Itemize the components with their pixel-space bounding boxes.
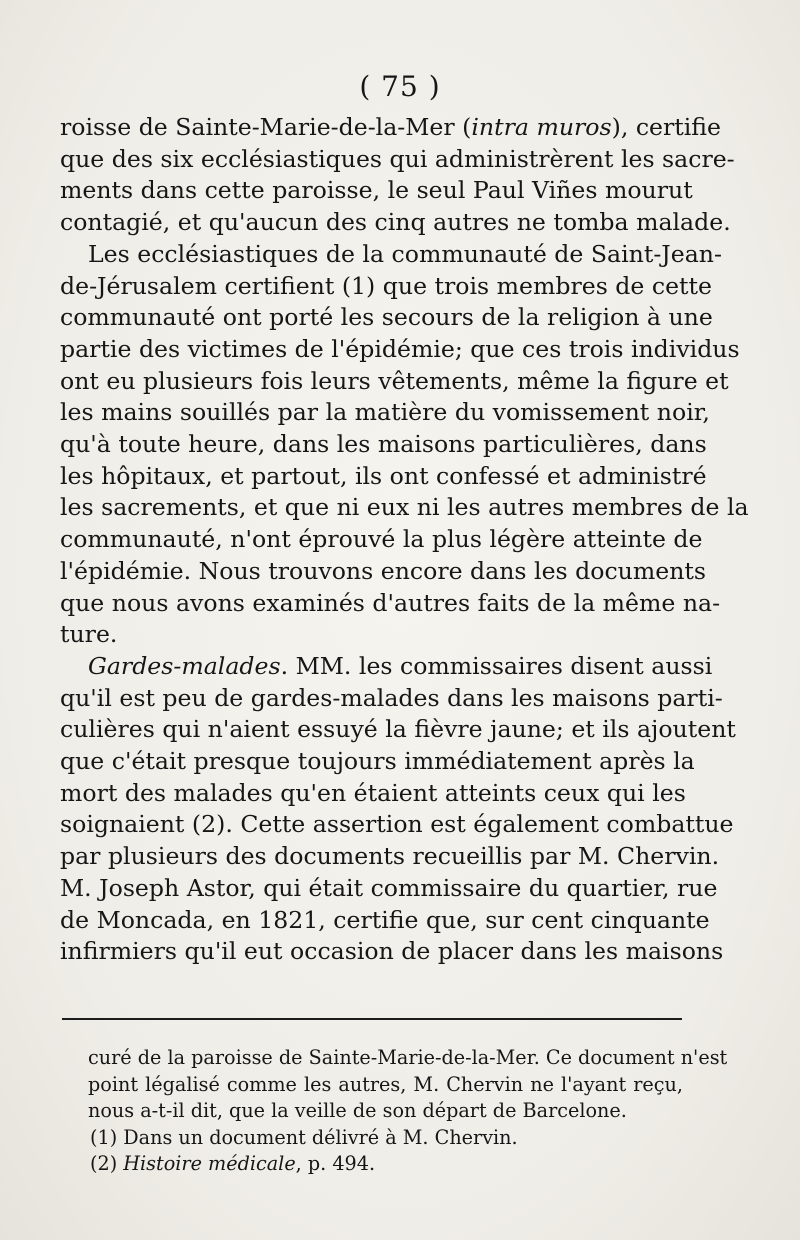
footnote-line — [90, 1151, 683, 1178]
body-text-line — [60, 873, 718, 905]
body-text-line — [60, 841, 720, 873]
text-segment: ture. — [60, 620, 118, 649]
body-text-line — [60, 112, 721, 144]
text-segment: l'épidémie. Nous trouvons encore dans les documents — [60, 556, 706, 585]
body-text-line — [60, 524, 703, 556]
footnote-separator-rule — [62, 1018, 682, 1020]
main-text-block — [60, 112, 749, 968]
text-segment: les sacrements, et que ni eux ni les autres membres de la — [60, 493, 749, 522]
text-segment: nous a-t-il dit, que la veille de son départ de Barcelone. — [88, 1099, 627, 1122]
text-segment: (2) — [90, 1152, 124, 1175]
text-segment: les mains souillés par la matière du vomissement noir, — [60, 398, 710, 427]
text-segment: soignaient (2). Cette assertion est également combattue — [60, 810, 734, 839]
body-text-line — [60, 144, 735, 176]
body-text-line — [60, 175, 693, 207]
body-text-line — [60, 366, 729, 398]
body-text-line — [60, 429, 707, 461]
text-segment: M. Joseph Astor, qui était commissaire du quartier, rue — [60, 873, 718, 902]
page-number: ( 75 ) — [359, 70, 441, 103]
text-segment: que nous avons examinés d'autres faits de la même na- — [60, 588, 721, 617]
italic-text: intra muros — [471, 113, 612, 141]
footnote-line — [88, 1098, 683, 1125]
text-segment: mort des malades qu'en étaient atteints ceux qui les — [60, 778, 686, 807]
text-segment: qu'il est peu de gardes-malades dans les maisons parti- — [60, 683, 723, 712]
text-segment: infirmiers qu'il eut occasion de placer dans les maisons — [60, 937, 724, 966]
body-text-line — [60, 271, 712, 303]
text-segment: culières qui n'aient essuyé la fièvre jaune; et ils ajoutent — [60, 715, 736, 744]
body-text-line — [60, 683, 723, 715]
footnotes-block — [88, 1045, 728, 1178]
text-segment: communauté ont porté les secours de la religion à une — [60, 303, 713, 332]
footnote-line — [88, 1072, 683, 1099]
text-segment: de-Jérusalem certifient (1) que trois membres de cette — [60, 271, 712, 300]
text-segment: (1) Dans un document délivré à M. Chervin. — [90, 1125, 518, 1149]
text-segment: de Moncada, en 1821, certifie que, sur cent cinquante — [60, 905, 710, 934]
body-text-line — [60, 461, 707, 493]
body-text-line — [60, 936, 724, 968]
body-text-line — [60, 651, 713, 683]
footnote-line — [88, 1045, 728, 1072]
text-segment: Les ecclésiastiques de la communauté de Saint-Jean- — [88, 239, 722, 268]
text-segment: communauté, n'ont éprouvé la plus légère atteinte de — [60, 525, 703, 554]
text-segment: qu'à toute heure, dans les maisons particulières, dans — [60, 430, 707, 459]
body-text-line — [60, 809, 734, 841]
text-segment: ments dans cette paroisse, le seul Paul Viñes mourut — [60, 176, 693, 205]
text-segment: curé de la paroisse de Sainte-Marie-de-la-Mer. Ce document n'est — [88, 1046, 728, 1069]
body-text-line — [60, 905, 710, 937]
body-text-line — [60, 556, 706, 588]
body-text-line — [60, 746, 695, 778]
text-segment: par plusieurs des documents recueillis par M. Chervin. — [60, 842, 720, 871]
body-text-line — [60, 207, 731, 239]
body-text-line — [60, 778, 686, 810]
text-segment: les hôpitaux, et partout, ils ont confessé et administré — [60, 461, 707, 490]
text-segment: que des six ecclésiastiques qui administrèrent les sacre- — [60, 144, 735, 173]
footnote-line — [90, 1125, 683, 1152]
text-segment: que c'était presque toujours immédiatement après la — [60, 747, 695, 776]
body-text-line — [60, 302, 713, 334]
text-segment: partie des victimes de l'épidémie; que ces trois individus — [60, 334, 740, 363]
italic-text: Gardes-malades — [88, 651, 281, 680]
body-text-line — [60, 397, 710, 429]
body-text-line — [60, 334, 740, 366]
italic-text: Histoire médicale — [123, 1152, 296, 1175]
text-segment: roisse de Sainte-Marie-de-la-Mer ( — [60, 113, 472, 141]
body-text-line — [60, 492, 749, 524]
text-segment: , p. 494. — [295, 1152, 376, 1175]
body-text-line — [60, 714, 736, 746]
text-segment: . MM. les commissaires disent aussi — [280, 651, 713, 680]
body-text-line — [60, 619, 682, 651]
text-segment: ), certifie — [611, 113, 721, 141]
text-segment: contagié, et qu'aucun des cinq autres ne tomba malade. — [60, 208, 731, 237]
body-text-line — [60, 588, 721, 620]
text-segment: point légalisé comme les autres, M. Chervin ne l'ayant reçu, — [88, 1072, 683, 1096]
body-text-line — [60, 239, 722, 271]
text-segment: ont eu plusieurs fois leurs vêtements, même la figure et — [60, 366, 729, 395]
